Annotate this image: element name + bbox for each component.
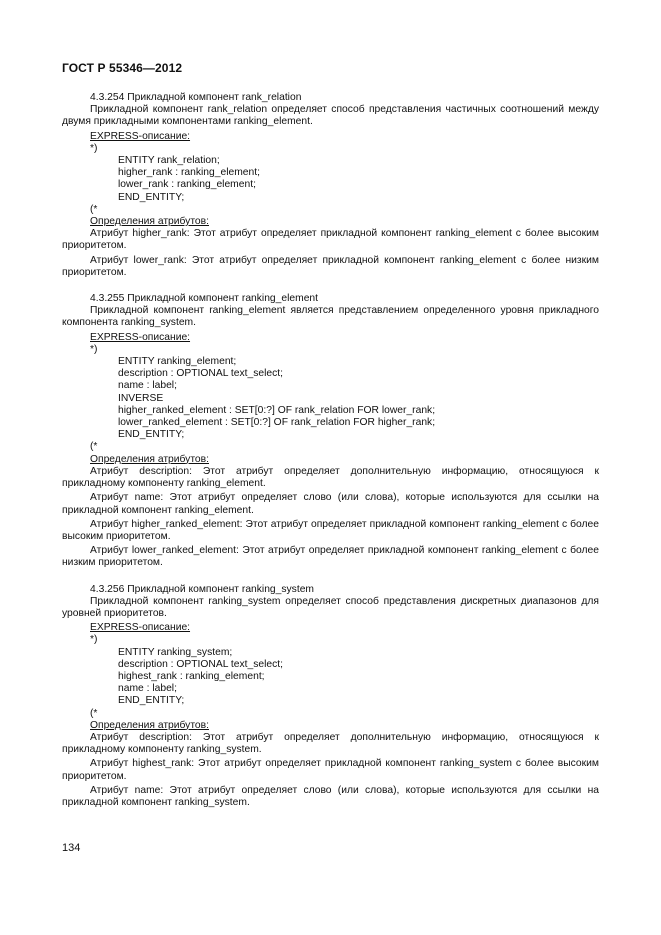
section-intro: Прикладной компонент ranking_element является представлением определенного уровня прикладного компонента ranking_system.: [62, 305, 599, 329]
code-line: description : OPTIONAL text_select;: [118, 368, 284, 380]
close-mark: (*: [90, 441, 98, 453]
open-mark: *): [90, 634, 98, 646]
code-line: INVERSE: [118, 392, 164, 404]
code-line: ENTITY ranking_system;: [118, 646, 233, 658]
express-code: [62, 155, 599, 204]
section-title: 4.3.256 Прикладной компонент ranking_system: [90, 583, 314, 595]
code-line: name : label;: [118, 380, 177, 392]
code-line: highest_rank : ranking_element;: [118, 670, 265, 682]
code-line: name : label;: [118, 683, 177, 695]
attribute-definition: Атрибут higher_ranked_element: Этот атрибут определяет прикладной компонент ranking_element с более высоким приоритетом.: [62, 518, 599, 542]
express-label: EXPRESS-описание:: [90, 331, 191, 343]
code-line: END_ENTITY;: [118, 429, 185, 441]
section-ranking-system: [62, 584, 599, 810]
code-line: lower_ranked_element : SET[0:?] OF rank_relation FOR higher_rank;: [118, 417, 436, 429]
definitions-label: Определения атрибутов:: [90, 216, 209, 228]
section-intro: Прикладной компонент ranking_system определяет способ представления дискретных диапазонов для уровней приоритетов.: [62, 595, 599, 619]
attribute-definition: Атрибут name: Этот атрибут определяет слово (или слова), которые используются для ссылки на прикладной компонент ranking_system.: [62, 784, 599, 808]
code-line: description : OPTIONAL text_select;: [118, 658, 284, 670]
section-title: 4.3.255 Прикладной компонент ranking_element: [90, 293, 319, 305]
express-label: EXPRESS-описание:: [90, 622, 191, 634]
code-line: higher_rank : ranking_element;: [118, 167, 260, 179]
express-code: [62, 356, 599, 441]
section-ranking-element: [62, 293, 599, 569]
attribute-definition: Атрибут higher_rank: Этот атрибут определяет прикладной компонент ranking_element с более высоким приоритетом.: [62, 228, 599, 252]
code-line: END_ENTITY;: [118, 695, 185, 707]
section-title: 4.3.254 Прикладной компонент rank_relation: [90, 92, 302, 103]
code-line: ENTITY ranking_element;: [118, 356, 237, 368]
attribute-definition: Атрибут description: Этот атрибут определяет дополнительную информацию, относящуюся к прикладному компоненту ranking_element.: [62, 465, 599, 490]
definitions-label: Определения атрибутов:: [90, 719, 209, 731]
code-line: lower_rank : ranking_element;: [118, 179, 256, 191]
attribute-definition: Атрибут name: Этот атрибут определяет слово (или слова), которые используются для ссылки на прикладной компонент ranking_element.: [62, 492, 599, 516]
code-line: ENTITY rank_relation;: [118, 155, 220, 167]
code-line: END_ENTITY;: [118, 191, 185, 203]
code-line: higher_ranked_element : SET[0:?] OF rank_relation FOR lower_rank;: [118, 404, 436, 416]
attribute-definition: Атрибут highest_rank: Этот атрибут определяет прикладной компонент ranking_system с более высоким приоритетом.: [62, 758, 599, 782]
open-mark: *): [90, 343, 98, 355]
definitions-label: Определения атрибутов:: [90, 453, 209, 465]
express-label: EXPRESS-описание:: [90, 130, 191, 142]
close-mark: (*: [90, 707, 98, 719]
page-number: 134: [62, 842, 81, 854]
express-code: [62, 647, 599, 708]
attribute-definition: Атрибут description: Этот атрибут определяет дополнительную информацию, относящуюся к прикладному компоненту ranking_system.: [62, 731, 599, 756]
attribute-definition: Атрибут lower_ranked_element: Этот атрибут определяет прикладной компонент ranking_element с более низким приоритетом.: [62, 545, 599, 569]
open-mark: *): [90, 142, 98, 154]
section-intro: Прикладной компонент rank_relation определяет способ представления частичных соотношений между двумя прикладными компонентами ranking_element.: [62, 104, 599, 128]
section-rank-relation: [62, 92, 599, 279]
document-header: ГОСТ Р 55346—2012: [62, 61, 183, 75]
page-content: [62, 92, 599, 811]
attribute-definition: Атрибут lower_rank: Этот атрибут определяет прикладной компонент ranking_element с более низким приоритетом.: [62, 254, 599, 278]
close-mark: (*: [90, 203, 98, 215]
